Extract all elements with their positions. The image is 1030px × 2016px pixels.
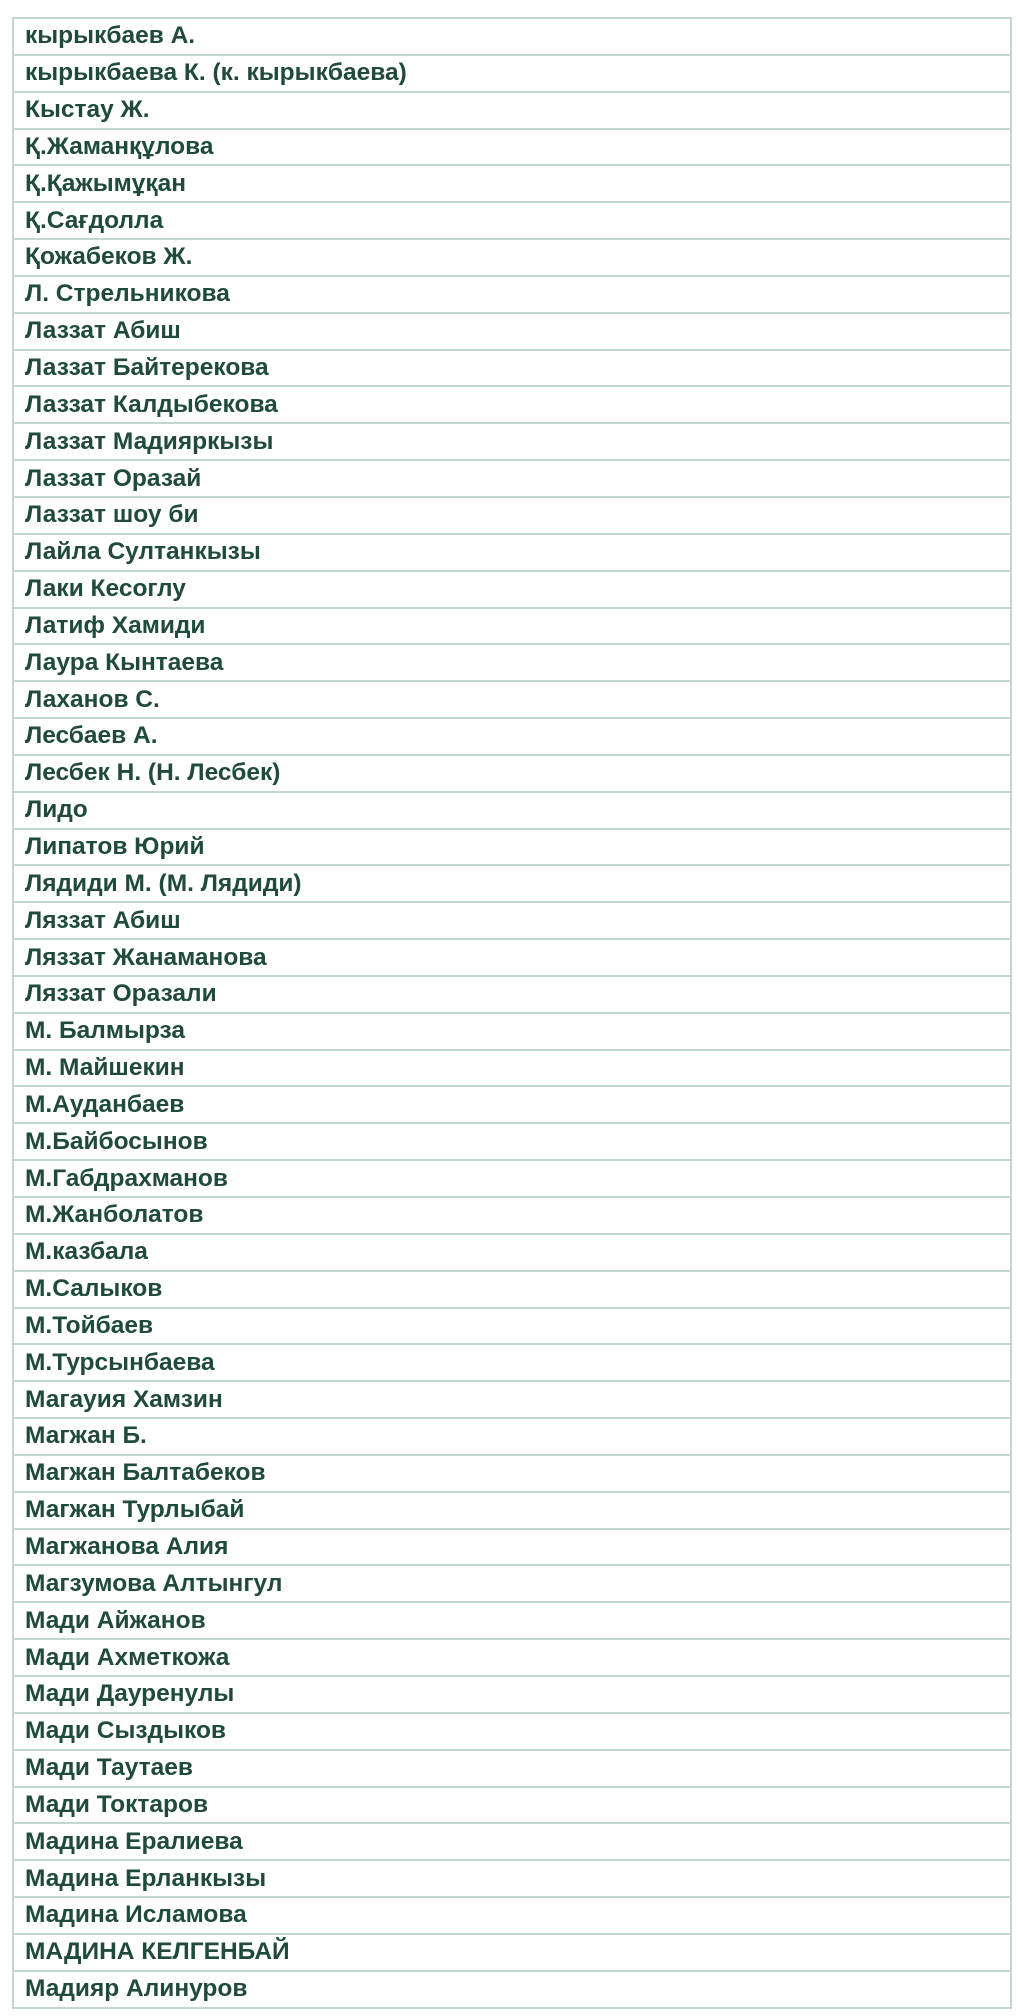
- table-row: М.Тойбаев: [14, 1309, 1010, 1346]
- table-row: Лесбек Н. (Н. Лесбек): [14, 756, 1010, 793]
- table-row: Қ.Жаманқұлова: [14, 130, 1010, 167]
- table-row: Лаззат шоу би: [14, 498, 1010, 535]
- name-table: [12, 17, 1012, 2009]
- table-row: Қ.Сағдолла: [14, 203, 1010, 240]
- table-row: Қожабеков Ж.: [14, 240, 1010, 277]
- table-row: Лесбаев А.: [14, 719, 1010, 756]
- table-row: Л. Стрельникова: [14, 277, 1010, 314]
- table-row: Магауия Хамзин: [14, 1382, 1010, 1419]
- table-row: Лаззат Байтерекова: [14, 351, 1010, 388]
- table-row: Лядиди М. (М. Лядиди): [14, 866, 1010, 903]
- table-row: Лаззат Калдыбекова: [14, 387, 1010, 424]
- table-row: кырыкбаев А.: [14, 19, 1010, 56]
- table-row: М.Турсынбаева: [14, 1345, 1010, 1382]
- table-row: Липатов Юрий: [14, 830, 1010, 867]
- table-row: М. Майшекин: [14, 1051, 1010, 1088]
- table-row: Ляззат Оразали: [14, 977, 1010, 1014]
- table-row: Мадина Ерланкызы: [14, 1861, 1010, 1898]
- table-row: Мади Сыздыков: [14, 1714, 1010, 1751]
- table-row: Ляззат Жанаманова: [14, 940, 1010, 977]
- table-row: Мади Таутаев: [14, 1751, 1010, 1788]
- table-row: МАДИНА КЕЛГЕНБАЙ: [14, 1935, 1010, 1972]
- table-row: Лаззат Абиш: [14, 314, 1010, 351]
- table-row: Лидо: [14, 793, 1010, 830]
- table-row: Лаура Кынтаева: [14, 645, 1010, 682]
- table-row: Мадина Исламова: [14, 1898, 1010, 1935]
- table-row: Лаханов С.: [14, 682, 1010, 719]
- table-row: Лаззат Оразай: [14, 461, 1010, 498]
- table-row: кырыкбаева К. (к. кырыкбаева): [14, 56, 1010, 93]
- table-row: Ляззат Абиш: [14, 903, 1010, 940]
- table-row: М.Жанболатов: [14, 1198, 1010, 1235]
- table-row: Мади Ахметкожа: [14, 1640, 1010, 1677]
- table-row: Мади Дауренулы: [14, 1677, 1010, 1714]
- table-row: Магжан Б.: [14, 1419, 1010, 1456]
- table-row: Латиф Хамиди: [14, 609, 1010, 646]
- table-row: М.Байбосынов: [14, 1124, 1010, 1161]
- table-row: Мадина Ералиева: [14, 1824, 1010, 1861]
- table-row: Магжан Балтабеков: [14, 1456, 1010, 1493]
- table-row: М.Ауданбаев: [14, 1087, 1010, 1124]
- table-row: М.Габдрахманов: [14, 1161, 1010, 1198]
- table-row: Мади Айжанов: [14, 1603, 1010, 1640]
- table-row: Магжанова Алия: [14, 1530, 1010, 1567]
- table-row: Лаззат Мадияркызы: [14, 424, 1010, 461]
- table-row: М. Балмырза: [14, 1014, 1010, 1051]
- table-row: Кыстау Ж.: [14, 93, 1010, 130]
- table-row: Магзумова Алтынгул: [14, 1566, 1010, 1603]
- table-row: Лаки Кесоглу: [14, 572, 1010, 609]
- table-row: Мади Токтаров: [14, 1788, 1010, 1825]
- table-row: Қ.Қажымұқан: [14, 166, 1010, 203]
- table-row: Магжан Турлыбай: [14, 1493, 1010, 1530]
- table-row: Мадияр Алинуров: [14, 1972, 1010, 2009]
- table-row: М.Салыков: [14, 1272, 1010, 1309]
- table-row: Лайла Султанкызы: [14, 535, 1010, 572]
- table-row: М.казбала: [14, 1235, 1010, 1272]
